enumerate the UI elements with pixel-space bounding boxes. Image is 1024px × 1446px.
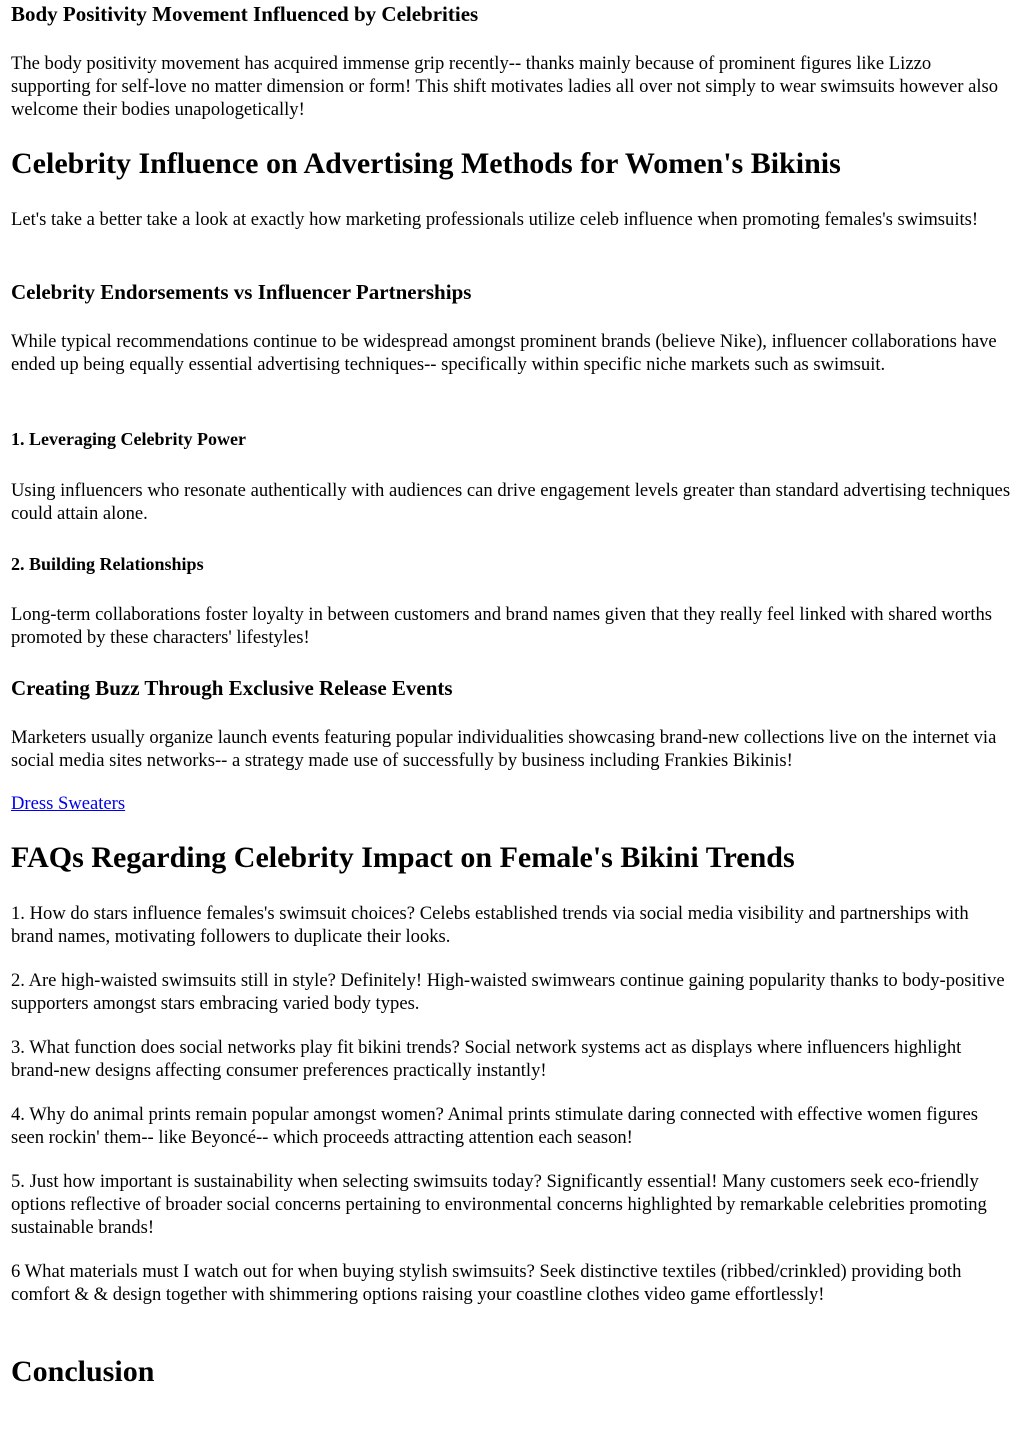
section-heading-advertising: Celebrity Influence on Advertising Methods for Women's Bikinis (11, 147, 841, 180)
paragraph-endorsements: While typical recommendations continue to be widespread amongst prominent brands (believe Nike), influencer collaborations have ended up being equally essential advertising techniques-- specifically within specific niche markets such as swimsuit. (11, 331, 997, 376)
faq-item: 2. Are high-waisted swimsuits still in style? Definitely! High-waisted swimwears continue gaining popularity thanks to body-positive supporters amongst stars embracing varied body types. (11, 970, 1005, 1015)
faq-item: 1. How do stars influence females's swimsuit choices? Celebs established trends via social media visibility and partnerships with brand names, motivating followers to duplicate their looks. (11, 903, 969, 948)
faq-item: 5. Just how important is sustainability when selecting swimsuits today? Significantly essential! Many customers seek eco-friendly options reflective of broader social concerns pertaining to environmental concerns highlighted by remarkable celebrities promoting sustainable brands! (11, 1171, 987, 1239)
section-heading-body-positivity: Body Positivity Movement Influenced by Celebrities (11, 2, 479, 26)
section-heading-endorsements: Celebrity Endorsements vs Influencer Partnerships (11, 280, 472, 304)
paragraph-relationships: Long-term collaborations foster loyalty in between customers and brand names given that they really feel linked with shared worths promoted by these characters' lifestyles! (11, 604, 993, 649)
section-heading-conclusion: Conclusion (11, 1355, 155, 1388)
faq-item: 3. What function does social networks play fit bikini trends? Social network systems act as displays where influencers highlight brand-new designs affecting consumer preferences practically instantly! (11, 1037, 962, 1082)
paragraph-buzz: Marketers usually organize launch events featuring popular individualities showcasing brand-new collections live on the internet via social media sites networks-- a strategy made use of successfully by business including Frankies Bikinis! (11, 727, 997, 772)
faq-item: 4. Why do animal prints remain popular amongst women? Animal prints stimulate daring connected with effective women figures seen rockin' them-- like Beyoncé-- which proceeds attracting attention each season! (11, 1104, 978, 1149)
paragraph-advertising: Let's take a better take a look at exactly how marketing professionals utilize celeb influence when promoting females's swimsuits! (11, 209, 979, 230)
section-heading-faqs: FAQs Regarding Celebrity Impact on Female's Bikini Trends (11, 841, 795, 874)
paragraph-leveraging: Using influencers who resonate authentically with audiences can drive engagement levels greater than standard advertising techniques could attain alone. (11, 480, 1011, 525)
section-heading-buzz: Creating Buzz Through Exclusive Release Events (11, 676, 453, 700)
dress-sweaters-link[interactable]: Dress Sweaters (11, 793, 126, 814)
paragraph-body-positivity: The body positivity movement has acquired immense grip recently-- thanks mainly because of prominent figures like Lizzo supporting for self-love no matter dimension or form! This shift motivates ladies all over not simply to wear swimsuits however also welcome their bodies unapologetically! (11, 53, 999, 121)
section-heading-relationships: 2. Building Relationships (11, 554, 204, 574)
section-heading-leveraging: 1. Leveraging Celebrity Power (11, 429, 246, 449)
faq-item: 6 What materials must I watch out for when buying stylish swimsuits? Seek distinctive textiles (ribbed/crinkled) providing both comfort & & design together with shimmering options raising your coastline clothes video game effortlessly! (11, 1261, 962, 1306)
